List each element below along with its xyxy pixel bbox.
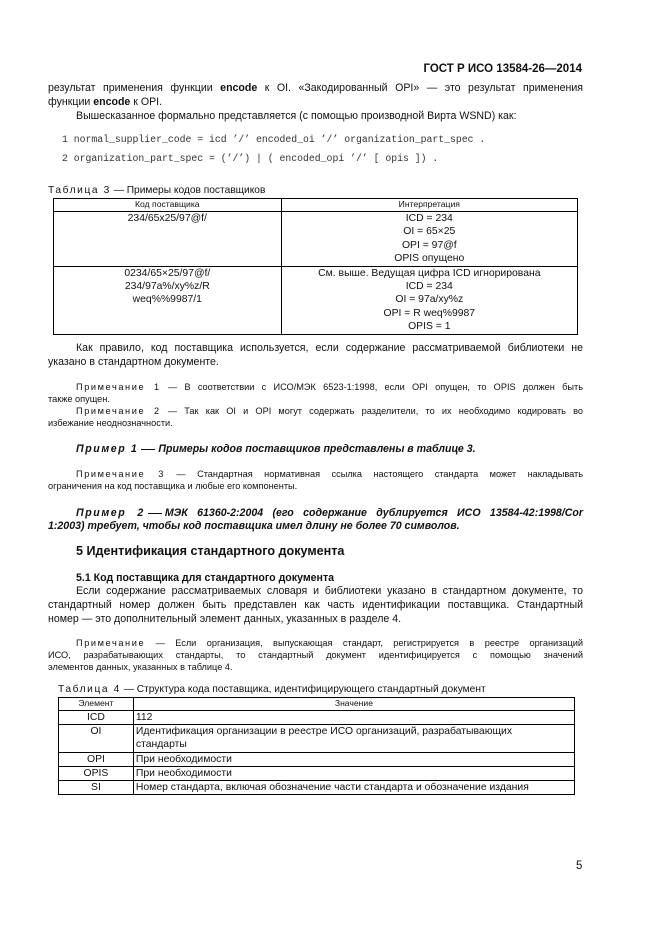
example-2-line-2: 1:2003) требует, чтобы код поставщика имел длину не более 70 символов. <box>48 520 460 532</box>
intro-keyword: encode <box>220 82 258 94</box>
section-5-1-line-2: стандартный номер должен быть представлен как часть идентификации поставщика. Стандартный <box>48 599 583 611</box>
table-4 <box>58 697 575 795</box>
intro-text: к OPI. <box>130 96 163 108</box>
table3-code-value: weq%%9987/1 <box>132 294 202 306</box>
rule-line-1: Как правило, код поставщика используется, если содержание рассматриваемой библиотеки не <box>76 342 583 354</box>
note-1-text: — В соответствии с ИСО/МЭК 6523-1:1998, если OPI опущен, то OPIS должен быть <box>168 382 583 392</box>
intro-line-1 <box>48 82 583 96</box>
note-4-line-2: ИСО, разрабатывающих стандарты, то стандартный документ идентифицируется с помощью значений <box>48 650 583 660</box>
dash-mark <box>148 513 162 514</box>
intro-text: к OI. «Закодированный OPI» — это результат применения <box>257 82 583 94</box>
section-5-1-line-3: номер — это дополнительный элемент данных, указанных в разделе 4. <box>48 613 402 625</box>
intro-line-2 <box>48 96 162 110</box>
table3-code-value: 0234/65×25/97@f/ <box>124 267 211 279</box>
table4-cell-element: OPI <box>59 752 134 766</box>
table3-code-value: 234/65x25/97@f/ <box>127 213 207 224</box>
table3-interp-line: OPI = R weq%9987 <box>383 307 476 319</box>
table4-cell-element: ICD <box>59 711 134 725</box>
note-2-line-2: избежание неоднозначности. <box>48 418 173 428</box>
note-3-label: Примечание 3 <box>76 469 165 479</box>
intro-keyword: encode <box>93 96 131 108</box>
note-4-label: Примечание <box>76 638 146 648</box>
note-2-text: — Так как OI и OPI могут содержать разделители, то их необходимо кодировать во <box>167 406 584 416</box>
table4-value-line: Идентификация организации в реестре ИСО организаций, разрабатывающих <box>135 726 513 738</box>
table3-cell-interp <box>281 266 577 334</box>
table3-interp-line: ICD = 234 <box>405 281 453 293</box>
table4-cell-value <box>133 781 574 795</box>
table3-interp-line: ICD = 234 <box>405 213 453 224</box>
intro-text: функции <box>48 96 94 108</box>
page-number: 5 <box>576 860 583 872</box>
table3-cell-code <box>54 266 282 334</box>
table4-value-line: стандарты <box>135 739 187 751</box>
section-5-title: 5 Идентификация стандартного документа <box>76 544 345 558</box>
table3-code-value: 234/97a%/xy%z/R <box>124 281 210 293</box>
note-1-label: Примечание 1 <box>76 382 161 392</box>
table4-header-element: Элемент <box>59 698 134 711</box>
table3-interp-line: OPIS опущено <box>394 253 465 265</box>
table3-header-code: Код поставщика <box>54 199 282 212</box>
note-3-line-1 <box>76 468 583 481</box>
table3-caption-label: Таблица 3 <box>48 185 111 196</box>
table3-interp-line: OPI = 97@f <box>401 239 457 251</box>
dash-mark <box>141 449 155 450</box>
table4-cell-element: OI <box>59 725 134 752</box>
section-5-1-line-1: Если содержание рассматриваемых словаря и библиотеки указано в стандартном документе, то <box>76 585 583 597</box>
table-3 <box>53 198 578 335</box>
table4-cell-value <box>133 766 574 780</box>
intro-text: результат применения функции <box>48 82 221 94</box>
table4-cell-value <box>133 752 574 766</box>
table3-caption-text: — Примеры кодов поставщиков <box>113 185 266 196</box>
note-4-text: — Если организация, выпускающая стандарт, регистрируется в реестре организаций <box>155 638 583 648</box>
table4-value-line: При необходимости <box>135 753 232 765</box>
table4-value-line: Номер стандарта, включая обозначение части стандарта и обозначение издания <box>135 782 529 794</box>
rule-line-2: указано в стандартном документе. <box>48 356 219 368</box>
table4-cell-value <box>133 711 574 725</box>
table4-header-value: Значение <box>133 698 574 711</box>
table3-caption <box>48 185 265 196</box>
table4-caption <box>58 684 486 695</box>
example-2-label: Пример 2 <box>76 507 145 519</box>
table4-value-line: 112 <box>135 712 153 723</box>
example-1-text: Примеры кодов поставщиков представлены в таблице 3. <box>158 443 476 455</box>
intro-line-3: Вышесказанное формально представляется (с помощью производной Вирта WSND) как: <box>76 110 517 122</box>
table3-cell-code <box>54 212 282 267</box>
code-line-1: 1 normal_supplier_code = icd ’/’ encoded_oi ’/’ organization_part_spec . <box>62 134 486 145</box>
table3-cell-interp <box>281 212 577 267</box>
note-4-line-1 <box>76 637 583 650</box>
table4-cell-element: OPIS <box>59 766 134 780</box>
table3-header-interp: Интерпретация <box>281 199 577 212</box>
table4-value-line: При необходимости <box>135 767 232 779</box>
note-3-line-2: ограничения на код поставщика и любые его компоненты. <box>48 481 298 491</box>
code-line-2: 2 organization_part_spec = (’/’) | ( encoded_opi ’/’ [ opis ]) . <box>62 153 439 164</box>
note-1-line-2: также опущен. <box>48 394 110 404</box>
example-2-text: МЭК 61360-2:2004 (его содержание дублируется ИСО 13584-42:1998/Cor <box>164 507 583 519</box>
table4-cell-value <box>133 725 574 752</box>
table4-cell-element: SI <box>59 781 134 795</box>
note-1-line-1 <box>76 381 583 394</box>
document-header: ГОСТ Р ИСО 13584-26—2014 <box>423 63 582 75</box>
table3-interp-line: См. выше. Ведущая цифра ICD игнорирована <box>318 267 541 279</box>
note-3-text: — Стандартная нормативная ссылка настоящего стандарта может накладывать <box>176 469 583 479</box>
section-5-1-title: 5.1 Код поставщика для стандартного документа <box>76 572 335 584</box>
note-2-label: Примечание 2 <box>76 406 161 416</box>
example-1 <box>76 443 476 457</box>
example-1-label: Пример 1 <box>76 443 139 455</box>
table3-interp-line: OI = 65×25 <box>403 226 456 238</box>
example-2-line-1 <box>76 507 583 521</box>
table4-caption-label: Таблица 4 <box>58 684 121 695</box>
note-4-line-3: элементов данных, указанных в таблице 4. <box>48 662 233 672</box>
table3-interp-line: OPIS = 1 <box>408 321 451 333</box>
table4-caption-text: — Структура кода поставщика, идентифицирующего стандартный документ <box>123 684 486 695</box>
note-2-line-1 <box>76 405 583 418</box>
table3-interp-line: OI = 97a/xy%z <box>395 294 464 306</box>
